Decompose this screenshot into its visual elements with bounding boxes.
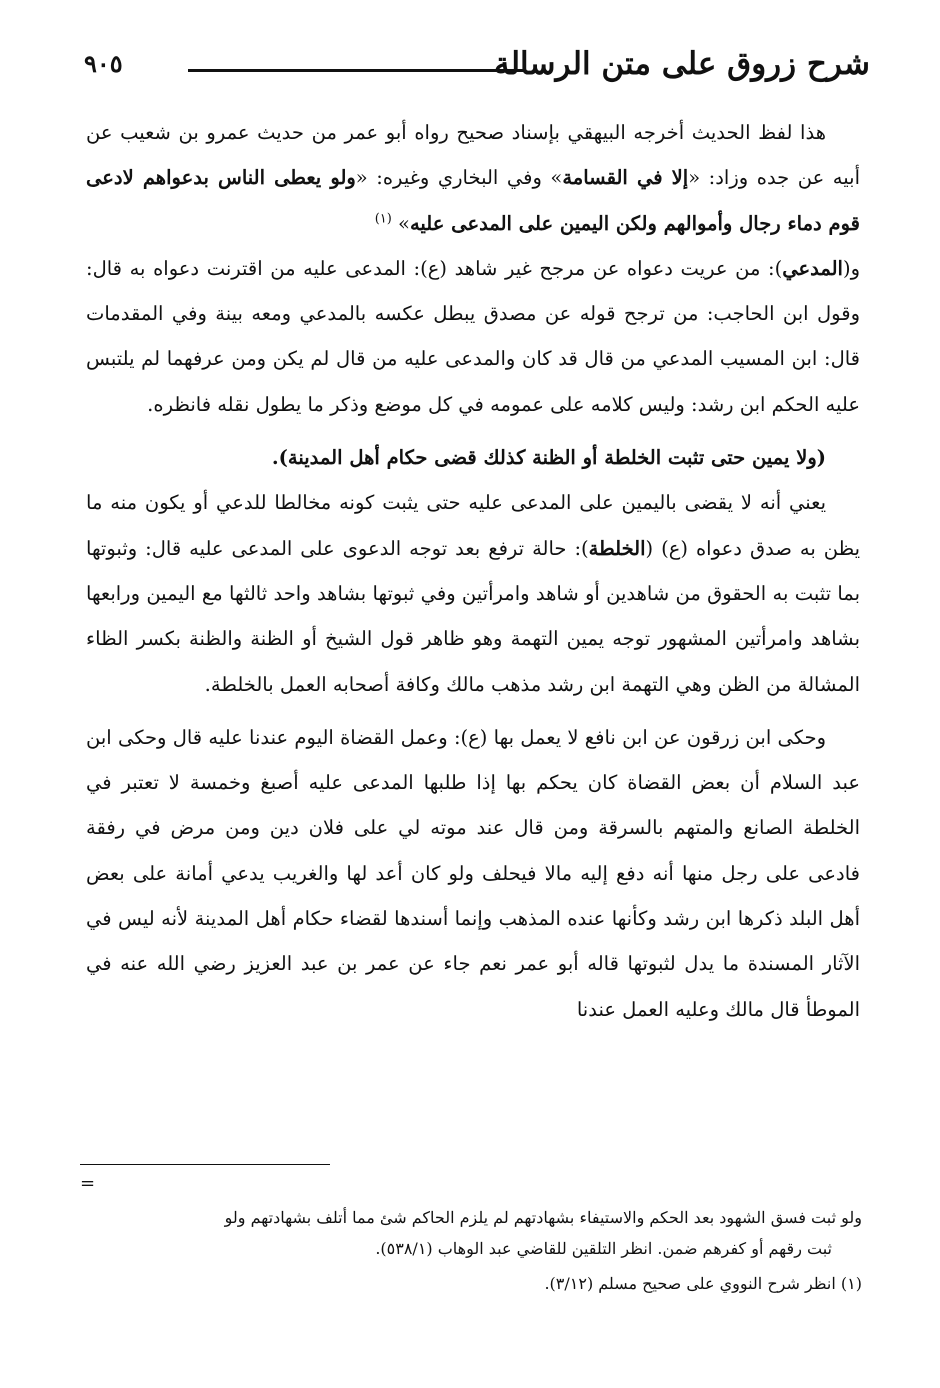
book-title: شرح زروق على متن الرسالة <box>493 46 870 82</box>
footnote-continuation-mark: = <box>80 1173 96 1194</box>
text-run: ): حالة ترفع بعد توجه الدعوى على المدعى عليه قال: وثبوتها بما تثبت به الحقوق من شاهدين أو شاهد وامرأتين وفي ثبوتها بشاهد واحد ثالثها مع اليمين ورابعها بشاهد وامرأتين المشهور توجه يمين التهمة وهو ظاهر قول الشيخ أو الظنة والظنة بكسر الظاء المشالة من الظن وهي التهمة ابن رشد مذهب مالك وكافة أصحابه العمل بالخلطة. <box>86 536 860 696</box>
footnote-reference: (١) <box>374 211 392 227</box>
header-rule <box>188 69 526 72</box>
footnote-continuation-line: ولو ثبت فسق الشهود بعد الحكم والاستيفاء بشهادتهم لم يلزم الحاكم شئ مما أتلف بشهادتهم ولو <box>224 1208 862 1227</box>
text-run: هذا لفظ الحديث أخرجه البيهقي بإسناد صحيح رواه أبو عمر من حديث عمرو بن شعيب عن أبيه عن جده وزاد: « <box>86 121 860 190</box>
text-run: » <box>391 211 410 235</box>
bold-term: المدعي <box>782 256 843 280</box>
footnote-1: (١) انظر شرح النووي على صحيح مسلم (٣/١٢). <box>544 1274 862 1293</box>
page-number: ٩٠٥ <box>84 49 123 78</box>
paragraph-khulta <box>86 480 860 706</box>
text-run: ): من عريت دعواه عن مرجح غير شاهد (ع): المدعى عليه من اقترنت دعواه به قال: وقول ابن الحاجب: من ترجح قوله عن مصدق يبطل عكسه بالمدعي ومعه بينة وفي المقدمات قال: ابن المسيب المدعي من قال قد كان والمدعى عليه من قال لم يكن ومن عرفهما لم يلتبس عليه الحكم ابن رشد: وليس كلامه على عمومه في كل موضع وذكر ما يطول نقله فانظره. <box>86 256 860 416</box>
text-run: و( <box>842 256 860 280</box>
footnotes <box>80 1202 862 1299</box>
page-header <box>70 36 870 92</box>
text-run: » وفي البخاري وغيره: « <box>355 166 563 190</box>
text-run: يعني أنه لا يقضى باليمين على المدعى عليه حتى يثبت كونه مخالطا للدعي أو يكون منه ما يظن به صدق دعواه (ع) ( <box>86 491 860 560</box>
main-text <box>86 110 860 1032</box>
paragraph-hadith <box>86 110 860 246</box>
paragraph-ibn-zarqun: وحكى ابن زرقون عن ابن نافع لا يعمل بها (ع): وعمل القضاة اليوم عندنا عليه قال وحكى ابن عبد السلام أن بعض القضاة كان يحكم بها إذا طلبها المدعى عليه أصبغ وخمسة لا تعتبر في الخلطة الصانع والمتهم بالسرقة ومن قال عند موته لي على فلان دين ومن مرض في رفقة فادعى على رجل منها أنه دفع إليه مالا فيحلف ولو كان أعد لها والغريب يدعي أمانة على بعض أهل البلد ذكرها ابن رشد وكأنها عنده المذهب وإنما أسندها لقضاء حكام أهل المدينة لأنه ليس في الآثار المسندة ما يدل لثبوتها قاله أبو عمر نعم جاء عن عمر بن عبد العزيز رضي الله عنه في الموطأ قال مالك وعليه العمل عندنا <box>86 725 860 1021</box>
footnote-separator <box>80 1164 330 1165</box>
footnote-continuation-line: ثبت رقهم أو كفرهم ضمن. انظر التلقين للقاضي عبد الوهاب (٥٣٨/١). <box>375 1239 832 1258</box>
bold-quote: ولو يعطى الناس بدعواهم لادعى قوم دماء رجال وأموالهم ولكن اليمين على المدعى عليه <box>86 166 860 235</box>
paragraph-mudda <box>86 246 860 427</box>
bold-term: الخلطة <box>588 536 646 560</box>
bold-quote: إلا في القسامة <box>562 166 689 190</box>
matn-heading: (ولا يمين حتى تثبت الخلطة أو الظنة كذلك قضى حكام أهل المدينة). <box>271 446 826 470</box>
